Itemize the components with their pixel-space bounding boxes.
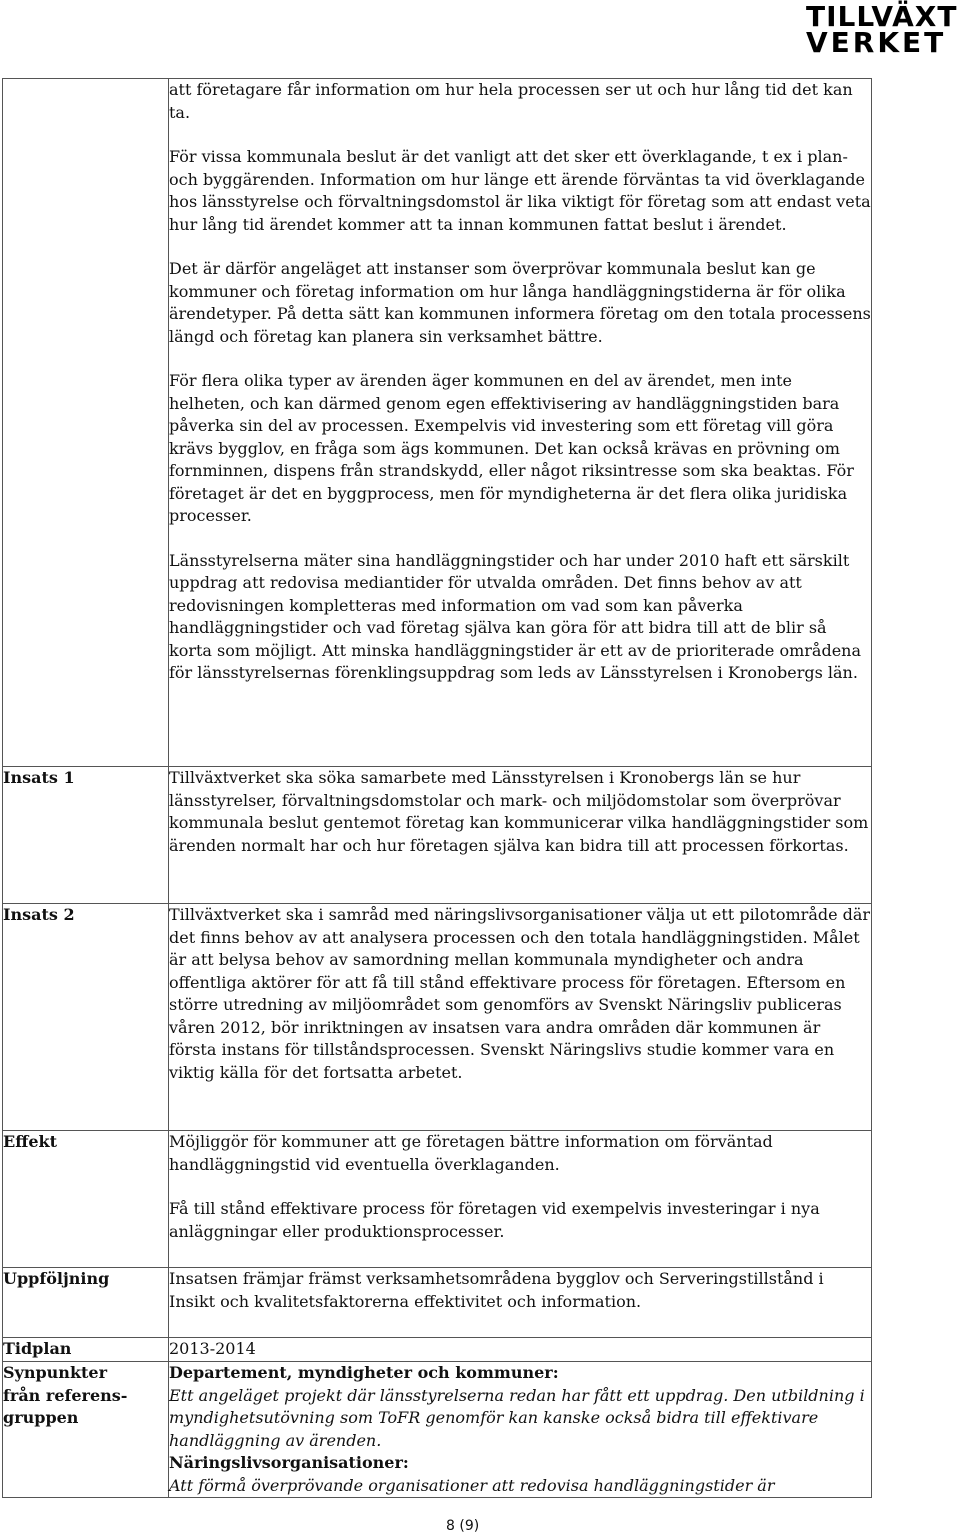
- insats-2-label: Insats 2: [3, 904, 169, 1131]
- effekt-label: Effekt: [3, 1131, 169, 1268]
- synpunkter-text-myndigheter: Ett angeläget projekt där länsstyrelserna redan har fått ett uppdrag. Den utbildning i myndighetsutövning som ToFR genomför kan kanske också bidra till effektivare handläggning av ärenden.: [169, 1385, 865, 1450]
- table-row-synpunkter: [3, 1362, 872, 1498]
- table-row-tidplan: [3, 1338, 872, 1362]
- intro-paragraph: Det är därför angeläget att instanser som överprövar kommunala beslut kan ge kommuner och företag information om hur långa handläggningstiderna är för olika ärendetyper. På detta sätt kan kommunen informera företag om den totala processens längd och företag kan planera sin verksamhet bättre.: [169, 259, 871, 346]
- insats-1-text: Tillväxtverket ska söka samarbete med Länsstyrelsen i Kronobergs län se hur länsstyrelser, förvaltningsdomstolar och mark- och miljödomstolar som överprövar kommunala beslut gentemot företag kan kommunicerar vilka handläggningstider som ärenden normalt har och hur företagen själva kan bidra till att processen förkortas.: [169, 768, 869, 855]
- synpunkter-heading-myndigheter: Departement, myndigheter och kommuner:: [169, 1363, 559, 1382]
- effekt-paragraph-1: Möjliggör för kommuner att ge företagen bättre information om förväntad handläggningstid vid eventuella överklaganden.: [169, 1132, 773, 1174]
- uppfoljning-label: Uppföljning: [3, 1268, 169, 1338]
- insats-1-label: Insats 1: [3, 767, 169, 904]
- tidplan-label: Tidplan: [3, 1338, 169, 1362]
- table-row-insats-1: [3, 767, 872, 904]
- logo-line-1: TILLVÄXT: [806, 0, 958, 33]
- synpunkter-label-line: Synpunkter: [3, 1363, 108, 1382]
- intro-paragraph: För flera olika typer av ärenden äger kommunen en del av ärendet, men inte helheten, och kan därmed genom egen effektivisering av handläggningstiden bara påverka sin del av processen. Exempelvis vid investering som ett företag vill göra krävs bygglov, en fråga som ägs kommunen. Det kan också krävas en prövning om fornminnen, dispens från strandskydd, eller något riksintresse som ska beaktas. För företaget är det en byggprocess, men för myndigheterna är det flera olika juridiska processer.: [169, 371, 854, 525]
- intro-paragraph: Länsstyrelserna mäter sina handläggningstider och har under 2010 haft ett särskilt uppdrag att redovisa mediantider för utvalda områden. Det finns behov av att redovisningen kompletteras med information om vad som kan påverka handläggningstider och vad företag själva kan göra för att bidra till att de blir så korta som möjligt. Att minska handläggningstider är ett av de prioriterade områdena för länsstyrelsernas förenklingsuppdrag som leds av Länsstyrelsen i Kronobergs län.: [169, 550, 862, 682]
- insats-1-cell: [169, 767, 872, 904]
- page-number: 8 (9): [446, 1518, 480, 1534]
- effekt-paragraph-2: Få till stånd effektivare process för företagen vid exempelvis investeringar i nya anläggningar eller produktionsprocesser.: [169, 1199, 820, 1241]
- tidplan-text: 2013-2014: [169, 1338, 872, 1362]
- uppfoljning-cell: [169, 1268, 872, 1338]
- table-row-intro: [3, 79, 872, 767]
- document-table: [2, 78, 872, 1498]
- table-row-effekt: [3, 1131, 872, 1268]
- synpunkter-label: [3, 1362, 169, 1498]
- table-row-insats-2: [3, 904, 872, 1131]
- intro-paragraph: att företagare får information om hur hela processen ser ut och hur lång tid det kan ta.: [169, 80, 853, 122]
- uppfoljning-text: Insatsen främjar främst verksamhetsområdena bygglov och Serveringstillstånd i Insikt och kvalitetsfaktorerna effektivitet och information.: [169, 1269, 824, 1311]
- effekt-cell: [169, 1131, 872, 1268]
- table-row-uppfoljning: [3, 1268, 872, 1338]
- intro-paragraph: För vissa kommunala beslut är det vanligt att det sker ett överklagande, t ex i plan- och byggärenden. Information om hur länge ett ärende förväntas ta vid överklagande hos länsstyrelse och förvaltningsdomstol är lika viktigt för företag som att endast veta hur lång tid ärendet kommer att ta innan kommunen fattat beslut i ärendet.: [169, 147, 871, 234]
- synpunkter-label-line: gruppen: [3, 1408, 79, 1427]
- synpunkter-text-naringsliv: Att förmå överprövande organisationer att redovisa handläggningstider är: [169, 1475, 775, 1495]
- intro-label-cell: [3, 79, 169, 767]
- synpunkter-label-line: från referens-: [3, 1385, 128, 1405]
- logo-line-2: VERKET: [806, 26, 947, 59]
- tillvaxtverket-logo: [806, 0, 958, 59]
- insats-2-cell: [169, 904, 872, 1131]
- synpunkter-heading-naringsliv: Näringslivsorganisationer:: [169, 1453, 409, 1472]
- intro-text-cell: [169, 79, 872, 767]
- insats-2-text: Tillväxtverket ska i samråd med näringslivsorganisationer välja ut ett pilotområde där det finns behov av att analysera processen och den totala handläggningstiden. Målet är att belysa behov av samordning mellan kommunala myndigheter och andra offentliga aktörer för att få till stånd effektivare process för företagen. Eftersom en större utredning av miljöområdet som genomförs av Svenskt Näringsliv publiceras våren 2012, bör inriktningen av insatsen vara andra områden där kommunen är första instans för tillståndsprocessen. Svenskt Näringslivs studie kommer vara en viktig källa för det fortsatta arbetet.: [169, 905, 871, 1082]
- synpunkter-cell: [169, 1362, 872, 1498]
